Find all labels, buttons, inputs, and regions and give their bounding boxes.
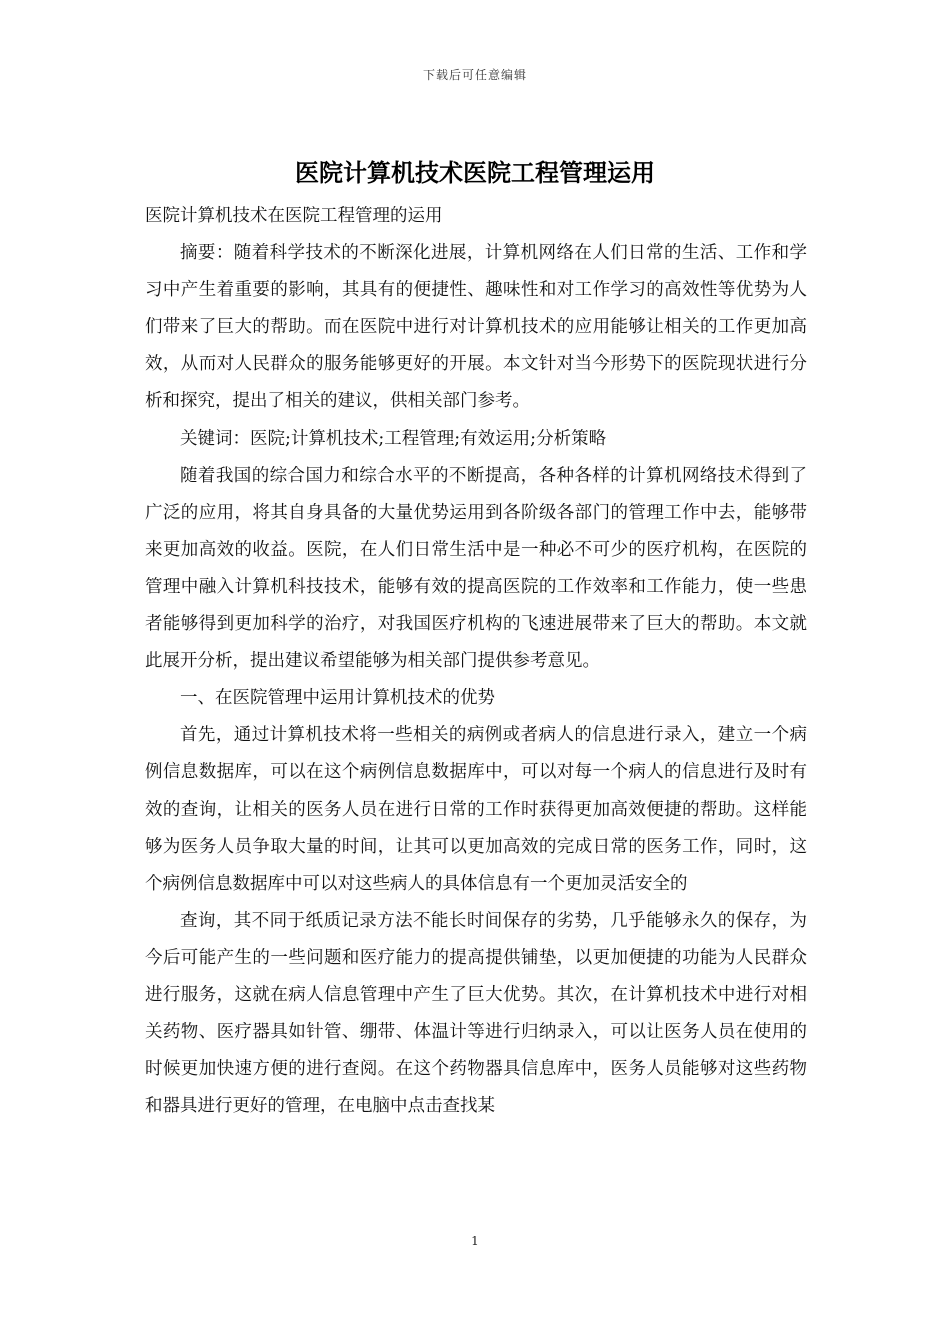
- intro-paragraph: 随着我国的综合国力和综合水平的不断提高，各种各样的计算机网络技术得到了广泛的应用，将其自身具备的大量优势运用到各阶级各部门的管理工作中去，能够带来更加高效的收益。医院，在人们日常生活中是一种必不可少的医疗机构，在医院的管理中融入计算机科技技术，能够有效的提高医院的工作效率和工作能力，使一些患者能够得到更加科学的治疗，对我国医疗机构的飞速进展带来了巨大的帮助。本文就此展开分析，提出建议希望能够为相关部门提供参考意见。: [145, 465, 807, 672]
- page-header-note: 下载后可任意编辑: [422, 68, 527, 82]
- section-heading: 一、在医院管理中运用计算机技术的优势: [180, 688, 495, 709]
- abstract-paragraph: 摘要：随着科学技术的不断深化进展，计算机网络在人们日常的生活、工作和学习中产生着重要的影响，其具有的便捷性、趣味性和对工作学习的高效性等优势为人们带来了巨大的帮助。而在医院中进行对计算机技术的应用能够让相关的工作更加高效，从而对人民群众的服务能够更好的开展。本文针对当今形势下的医院现状进行分析和探究，提出了相关的建议，供相关部门参考。: [145, 243, 807, 412]
- document-title: 医院计算机技术医院工程管理运用: [295, 158, 655, 187]
- document-body: [145, 198, 807, 1125]
- body-paragraph: 首先，通过计算机技术将一些相关的病例或者病人的信息进行录入，建立一个病例信息数据库，可以在这个病例信息数据库中，可以对每一个病人的信息进行及时有效的查询，让相关的医务人员在进行日常的工作时获得更加高效便捷的帮助。这样能够为医务人员争取大量的时间，让其可以更加高效的完成日常的医务工作，同时，这个病例信息数据库中可以对这些病人的具体信息有一个更加灵活安全的: [145, 725, 807, 894]
- body-paragraph: 查询，其不同于纸质记录方法不能长时间保存的劣势，几乎能够永久的保存，为今后可能产生的一些问题和医疗能力的提高提供铺垫，以更加便捷的功能为人民群众进行服务，这就在病人信息管理中产生了巨大优势。其次，在计算机技术中进行对相关药物、医疗器具如针管、绷带、体温计等进行归纳录入，可以让医务人员在使用的时候更加快速方便的进行查阅。在这个药物器具信息库中，医务人员能够对这些药物和器具进行更好的管理，在电脑中点击查找某: [145, 910, 807, 1117]
- subtitle-paragraph: 医院计算机技术在医院工程管理的运用: [145, 206, 443, 226]
- keywords-paragraph: 关键词：医院;计算机技术;工程管理;有效运用;分析策略: [180, 428, 607, 449]
- page-number: 1: [471, 1234, 479, 1248]
